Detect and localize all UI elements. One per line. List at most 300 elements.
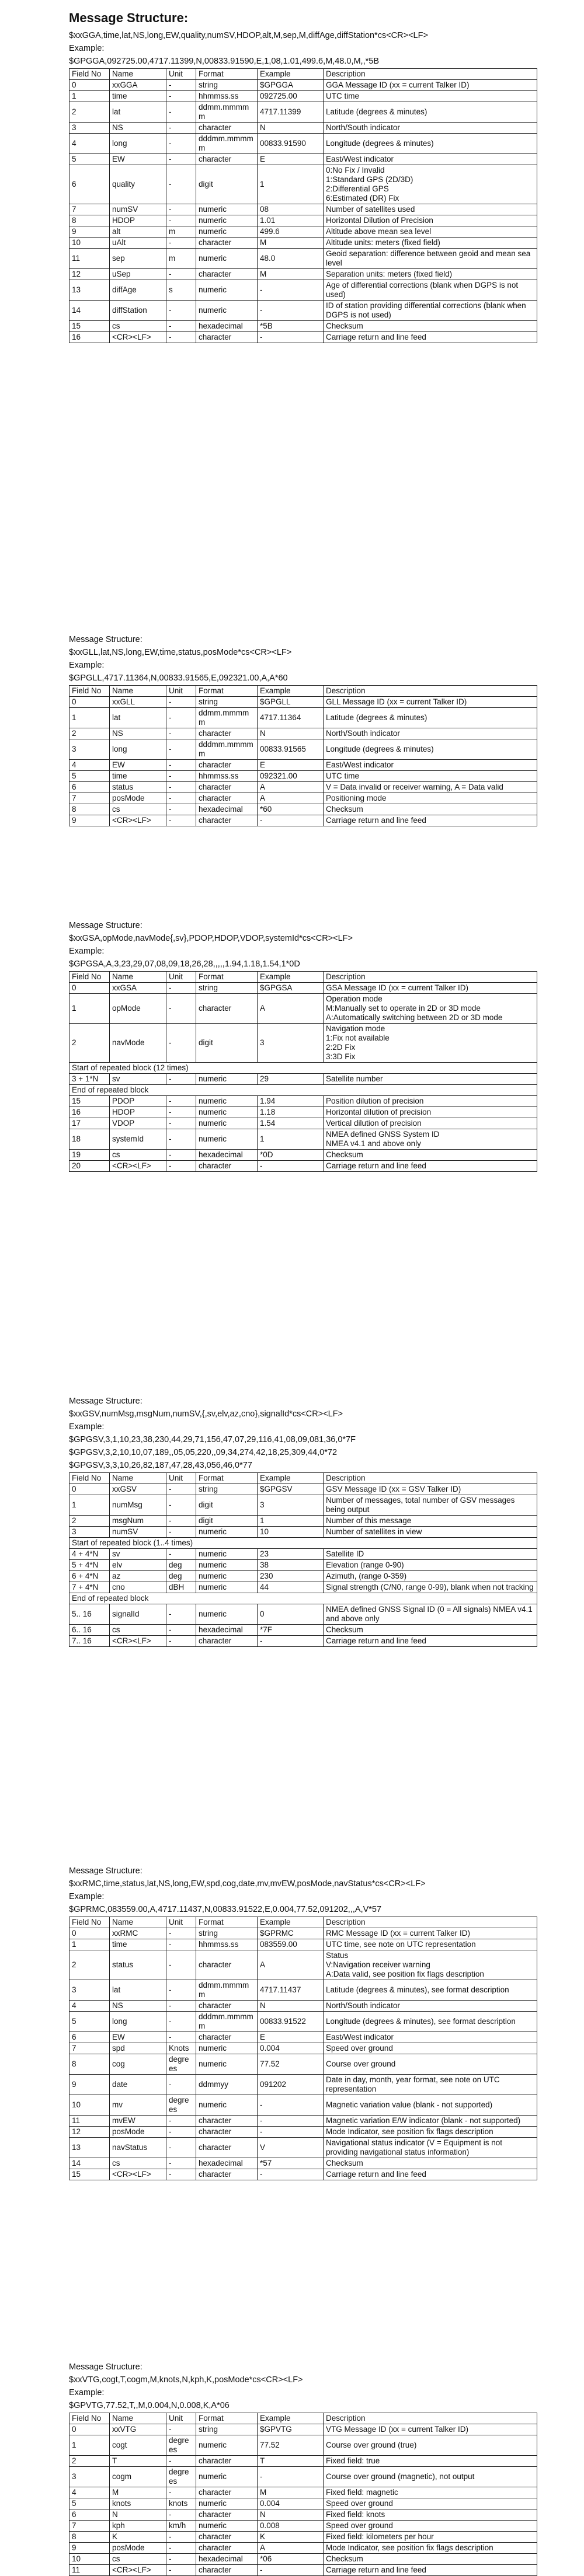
header-cell: Example [258,2413,324,2424]
description-cell [324,1495,537,1516]
unit-cell: - [166,1939,196,1950]
table-row [69,1527,537,1538]
unit-cell: - [166,697,196,708]
description-line: Separation units: meters (fixed field) [326,270,453,278]
format-cell: numeric [196,2043,258,2054]
format-cell: numeric [196,204,258,215]
description-line: Carriage return and line feed [326,1636,426,1645]
name-cell: uSep [110,269,166,280]
format-cell: dddmm.mmmmm [196,2012,258,2032]
name-cell: xxGGA [110,80,166,91]
description-line: Mode Indicator, see position fix flags description [326,2127,493,2136]
name-cell: date [110,2075,166,2095]
format-cell: digit [196,1024,258,1063]
format-cell: character [196,760,258,771]
name-cell: <CR><LF> [110,815,166,826]
field-no-cell: 17 [69,1118,110,1129]
field-no-cell: 6 [69,2509,110,2521]
description-line: 6:Estimated (DR) Fix [326,194,399,203]
unit-cell: s [166,280,196,301]
table-row [69,2565,537,2576]
table-header-row [69,1917,537,1928]
example-cell: 1.54 [258,1118,324,1129]
section-gsa [69,919,537,1172]
format-cell: hexadecimal [196,2158,258,2169]
example-cell: 0.004 [258,2498,324,2509]
description-line: Azimuth, (range 0-359) [326,1572,407,1580]
unit-cell: m [166,226,196,238]
description-line: GSV Message ID (xx = GSV Talker ID) [326,1485,461,1493]
table-row [69,102,537,123]
example-cell: 4717.11437 [258,1980,324,2001]
name-cell: N [110,2509,166,2521]
format-cell: character [196,154,258,165]
example-cell: 1.94 [258,1096,324,1107]
format-cell: character [196,1636,258,1647]
table-row [69,1928,537,1939]
header-cell: Name [110,1473,166,1484]
unit-cell: - [166,154,196,165]
example-cell: - [258,2095,324,2116]
header-cell: Field No [69,1473,110,1484]
description-cell [324,1571,537,1582]
description-line: RMC Message ID (xx = current Talker ID) [326,1929,470,1938]
field-no-cell: 1 [69,1495,110,1516]
gsv-table [69,1472,537,1647]
name-cell: cogm [110,2467,166,2487]
format-cell: numeric [196,1527,258,1538]
format-cell: character [196,782,258,793]
example-cell: - [258,2127,324,2138]
table-row [69,739,537,760]
description-line: 2:2D Fix [326,1043,356,1052]
description-line: Magnetic variation E/W indicator (blank - not supported) [326,2116,521,2125]
unit-cell: - [166,1549,196,1560]
name-cell: EW [110,760,166,771]
example-cell: 091202 [258,2075,324,2095]
unit-cell: - [166,1161,196,1172]
example-line: $GPRMC,083559.00,A,4717.11437,N,00833.91522,E,0.004,77.52,091202,,,A,V*57 [69,1905,382,1914]
unit-cell: - [166,2075,196,2095]
name-cell: cs [110,1150,166,1161]
field-no-cell: 10 [69,238,110,249]
field-no-cell: 0 [69,1484,110,1495]
gsa-table [69,971,537,1172]
header-cell: Description [324,972,537,983]
table-row [69,1024,537,1063]
description-cell [324,2532,537,2543]
name-cell: xxRMC [110,1928,166,1939]
field-no-cell: 4 [69,2001,110,2012]
field-no-cell: 0 [69,1928,110,1939]
example-cell: E [258,2032,324,2043]
example-cell: T [258,2456,324,2467]
example-cell: N [258,123,324,134]
description-cell [324,2054,537,2075]
format-cell: character [196,2565,258,2576]
header-cell: Field No [69,686,110,697]
format-cell: character [196,2543,258,2554]
description-line: Course over ground (true) [326,2441,417,2449]
unit-cell: Knots [166,2043,196,2054]
field-no-cell: 3 [69,123,110,134]
header-cell: Example [258,686,324,697]
field-no-cell: 6.. 16 [69,1625,110,1636]
description-line: Fixed field: knots [326,2510,385,2519]
format-cell: numeric [196,2467,258,2487]
format-cell: character [196,815,258,826]
unit-cell: - [166,80,196,91]
example-cell: V [258,2138,324,2158]
name-cell: PDOP [110,1096,166,1107]
unit-cell: - [166,102,196,123]
format-cell: hexadecimal [196,804,258,815]
description-line: Navigation mode [326,1024,385,1033]
field-no-cell: 2 [69,1024,110,1063]
description-cell [324,2487,537,2498]
header-cell: Format [196,2413,258,2424]
example-cell: 10 [258,1527,324,1538]
structure-label: Message Structure: [69,1397,142,1406]
description-cell [324,123,537,134]
example-label: Example: [69,947,105,956]
format-cell: numeric [196,1129,258,1150]
structure-label: Message Structure: [69,2362,142,2372]
table-row [69,2498,537,2509]
name-cell: posMode [110,793,166,804]
field-no-cell: 8 [69,215,110,226]
header-cell: Format [196,69,258,80]
unit-cell: - [166,2169,196,2180]
structure-label: Message Structure: [69,921,142,930]
table-row [69,301,537,321]
field-no-cell: 7 [69,2043,110,2054]
description-cell [324,215,537,226]
field-no-cell: 3 [69,1527,110,1538]
table-row [69,1118,537,1129]
format-cell: character [196,2001,258,2012]
format-cell: hhmmss.ss [196,91,258,102]
description-cell [324,815,537,826]
format-cell: character [196,238,258,249]
description-line: Course over ground [326,2060,396,2068]
field-no-cell: 5 [69,2012,110,2032]
description-line: Signal strength (C/N0, range 0-99), blank when not tracking [326,1583,534,1591]
example-cell: 1 [258,165,324,204]
description-cell [324,2509,537,2521]
table-row [69,815,537,826]
unit-cell: - [166,204,196,215]
field-no-cell: 3 [69,739,110,760]
table-row [69,2043,537,2054]
description-cell [324,1107,537,1118]
example-line: $GPGLL,4717.11364,N,00833.91565,E,092321.00,A,A*60 [69,673,288,683]
name-cell: uAlt [110,238,166,249]
table-row [69,134,537,154]
format-cell: character [196,2138,258,2158]
name-cell: EW [110,154,166,165]
field-no-cell: 5 [69,771,110,782]
format-cell: string [196,2424,258,2435]
description-cell [324,1150,537,1161]
unit-cell: - [166,2158,196,2169]
field-no-cell: 13 [69,2138,110,2158]
example-cell: - [258,2169,324,2180]
description-line: Mode Indicator, see position fix flags description [326,2543,493,2552]
field-no-cell: 20 [69,1161,110,1172]
description-cell [324,2032,537,2043]
table-row [69,321,537,332]
field-no-cell: 6 [69,782,110,793]
example-cell: 4717.11399 [258,102,324,123]
description-cell [324,91,537,102]
table-row [69,1096,537,1107]
message-structure: $xxRMC,time,status,lat,NS,long,EW,spd,cog,date,mv,mvEW,posMode,navStatus*cs<CR><LF> [69,1879,426,1889]
format-cell: numeric [196,1582,258,1593]
format-cell: hexadecimal [196,1150,258,1161]
table-row [69,1939,537,1950]
description-cell [324,739,537,760]
name-cell: cog [110,2054,166,2075]
name-cell: long [110,2012,166,2032]
example-cell: - [258,2467,324,2487]
format-cell: ddmm.mmmmm [196,102,258,123]
format-cell: ddmmyy [196,2075,258,2095]
unit-cell: km/h [166,2521,196,2532]
header-cell: Format [196,686,258,697]
format-cell: numeric [196,280,258,301]
example-cell: - [258,332,324,343]
table-row [69,269,537,280]
field-no-cell: 12 [69,269,110,280]
description-cell [324,782,537,793]
unit-cell: - [166,1150,196,1161]
description-cell [324,1582,537,1593]
description-line: ID of station providing differential corrections (blank when DGPS is not used) [326,301,526,319]
name-cell: long [110,739,166,760]
description-cell [324,1636,537,1647]
name-cell: az [110,1571,166,1582]
unit-cell: - [166,1096,196,1107]
description-line: North/South indicator [326,2001,400,2010]
unit-cell: - [166,739,196,760]
field-no-cell: 3 [69,2467,110,2487]
table-row [69,2127,537,2138]
field-no-cell: 15 [69,1096,110,1107]
example-cell: 48.0 [258,249,324,269]
table-row [69,2169,537,2180]
field-no-cell: 5 [69,2498,110,2509]
field-no-cell: 7 [69,793,110,804]
header-cell: Name [110,1917,166,1928]
name-cell: lat [110,102,166,123]
description-line: Position dilution of precision [326,1097,424,1105]
description-cell [324,708,537,728]
header-cell: Description [324,686,537,697]
description-cell [324,2456,537,2467]
table-row [69,2012,537,2032]
example-cell: - [258,280,324,301]
header-cell: Unit [166,972,196,983]
field-no-cell: 6 [69,165,110,204]
header-cell: Unit [166,2413,196,2424]
header-cell: Unit [166,686,196,697]
description-line: Checksum [326,1150,363,1159]
table-row [69,2554,537,2565]
format-cell: numeric [196,226,258,238]
field-no-cell: 2 [69,1950,110,1980]
description-line: Fixed field: magnetic [326,2488,398,2497]
format-cell: character [196,994,258,1024]
example-cell: 1 [258,1129,324,1150]
description-cell [324,1118,537,1129]
example-cell: 1.01 [258,215,324,226]
description-cell [324,204,537,215]
name-cell: mv [110,2095,166,2116]
description-line: Number of satellites used [326,205,415,214]
header-cell: Description [324,1917,537,1928]
table-row [69,994,537,1024]
format-cell: character [196,2116,258,2127]
description-line: Carriage return and line feed [326,1161,426,1170]
description-line: Fixed field: kilometers per hour [326,2532,434,2541]
name-cell: navStatus [110,2138,166,2158]
unit-cell: - [166,1527,196,1538]
unit-cell: - [166,1484,196,1495]
header-cell: Field No [69,69,110,80]
field-no-cell: 3 + 1*N [69,1074,110,1085]
description-cell [324,2116,537,2127]
header-cell: Name [110,2413,166,2424]
header-cell: Unit [166,1473,196,1484]
description-cell [324,2012,537,2032]
format-cell: character [196,1161,258,1172]
description-line: 3:3D Fix [326,1052,356,1061]
description-cell [324,154,537,165]
description-line: A:Data valid, see position fix flags description [326,1970,484,1978]
name-cell: NS [110,728,166,739]
name-cell: <CR><LF> [110,1636,166,1647]
header-cell: Format [196,1473,258,1484]
description-line: Latitude (degrees & minutes) [326,713,427,722]
example-cell: 3 [258,1024,324,1063]
unit-cell: - [166,269,196,280]
field-no-cell: 10 [69,2554,110,2565]
field-no-cell: 14 [69,301,110,321]
example-cell: 0 [258,1604,324,1625]
example-cell: 77.52 [258,2435,324,2456]
field-no-cell: 9 [69,815,110,826]
format-cell: numeric [196,2095,258,2116]
description-line: Altitude above mean sea level [326,227,432,236]
description-line: Checksum [326,2159,363,2167]
table-row [69,1484,537,1495]
description-line: M:Manually set to operate in 2D or 3D mode [326,1004,481,1013]
example-label: Example: [69,661,105,670]
field-no-cell: 0 [69,697,110,708]
description-cell [324,1516,537,1527]
field-no-cell: 9 [69,2543,110,2554]
description-cell [324,269,537,280]
description-cell [324,2001,537,2012]
description-line: A:Automatically switching between 2D or 3D mode [326,1013,503,1022]
table-row [69,249,537,269]
example-cell: A [258,994,324,1024]
example-cell: 0.004 [258,2043,324,2054]
unit-cell: - [166,1024,196,1063]
field-no-cell: 4 [69,760,110,771]
unit-cell: - [166,728,196,739]
description-line: Altitude units: meters (fixed field) [326,238,440,247]
example-cell: 230 [258,1571,324,1582]
unit-cell: - [166,2001,196,2012]
table-row [69,1495,537,1516]
table-row [69,1516,537,1527]
unit-cell: - [166,2487,196,2498]
field-no-cell: 2 [69,102,110,123]
field-no-cell: 8 [69,2054,110,2075]
description-cell [324,301,537,321]
example-cell: $GPVTG [258,2424,324,2435]
description-cell [324,1980,537,2001]
field-no-cell: 2 [69,728,110,739]
name-cell: knots [110,2498,166,2509]
header-cell: Description [324,1473,537,1484]
table-row [69,2456,537,2467]
message-structure: $xxGSA,opMode,navMode{,sv},PDOP,HDOP,VDOP,systemId*cs<CR><LF> [69,934,353,943]
format-cell: digit [196,1495,258,1516]
unit-cell: - [166,983,196,994]
table-row [69,226,537,238]
example-cell: 38 [258,1560,324,1571]
example-label: Example: [69,1892,105,1901]
name-cell: cs [110,1625,166,1636]
format-cell: numeric [196,2054,258,2075]
format-cell: numeric [196,2521,258,2532]
name-cell: kph [110,2521,166,2532]
table-row [69,728,537,739]
unit-cell: dBH [166,1582,196,1593]
description-line: Checksum [326,322,363,330]
example-cell: 4717.11364 [258,708,324,728]
table-row [69,123,537,134]
description-line: V = Data invalid or receiver warning, A = Data valid [326,783,503,791]
format-cell: string [196,1484,258,1495]
table-row [69,2424,537,2435]
unit-cell: m [166,249,196,269]
table-row [69,2543,537,2554]
field-no-cell: 9 [69,2075,110,2095]
description-line: Satellite ID [326,1549,364,1558]
name-cell: quality [110,165,166,204]
unit-cell: knots [166,2498,196,2509]
unit-cell: - [166,91,196,102]
example-cell: $GPGGA [258,80,324,91]
description-cell [324,697,537,708]
description-cell [324,771,537,782]
example-cell: 00833.91590 [258,134,324,154]
format-cell: character [196,2487,258,2498]
example-cell: N [258,728,324,739]
table-row [69,1636,537,1647]
description-line: UTC time [326,772,359,780]
field-no-cell: 6 + 4*N [69,1571,110,1582]
table-row [69,2054,537,2075]
description-line: North/South indicator [326,123,400,132]
unit-cell: - [166,1625,196,1636]
table-row [69,782,537,793]
format-cell: numeric [196,249,258,269]
